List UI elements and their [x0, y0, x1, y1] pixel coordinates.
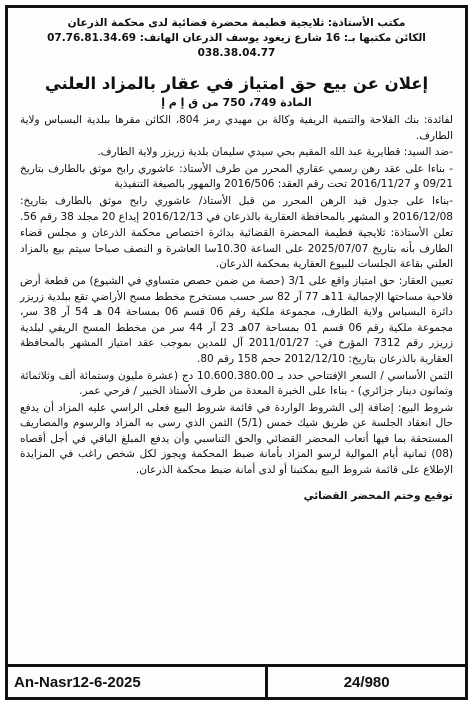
defendant-paragraph: -ضد السيد: قطايرية عبد الله المقيم بحي سيدي سليمان بلدية زريزر ولاية الطارف. — [97, 146, 453, 159]
office-name: مكتب الأستاذة: ثلايجية فطيمة محضرة قضائية لدى محكمة الذرعان — [67, 17, 406, 29]
beneficiary-paragraph: لفائدة: بنك الفلاحة والتنمية الريفية وكالة بن مهيدي رمز 804، الكائن مقرها ببلدية البسباس ولاية الطارف. — [20, 114, 453, 142]
announcement-title: إعلان عن بيع حق امتياز في عقار بالمزاد العلني — [44, 74, 429, 93]
auction-notice-paragraph: تعلن الأستاذة: ثلايجية فطيمة المحضرة القضائية بدائرة اختصاص محكمة الذرعان و مجلس قضاء الطارف بأنه بتاريخ 2025/07/07 على الساعة 10.30سا العاشرة و النصف صباحا سيتم بيع بالمزاد العلني بقاعة الجلسات للبيوع العقارية بمحكمة الذرعان. — [20, 227, 453, 271]
property-description-paragraph: تعيين العقار: حق امتياز واقع على 3/1 (حصة من ضمن حصص متساوي في الشيوع) من قطعة أرض فلاحية مساحتها الإجمالية 11هـ 77 آر 82 سر حسب مستخرج مخطط مسح الأراضي تقع ببلدية زريزر دائرة البسباس ولاية الطارف، مجموعة ملكية رقم 06 قسم 06 بمساحة 04 هـ 54 آر 38 سر، مجموعة ملكية رقم 06 قسم 01 بمساحة 07هـ 23 آر 44 سر من مخطط المسح الريفي لبلدية زريزر رقم 7312 المؤرخ في: 2011/01/27 آل للمدين بموجب عقد امتياز المشهر بالمحافظة العقارية بالذرعان بتاريخ: 2012/12/10 حجم 158 رقم 80. — [20, 274, 454, 365]
mortgage-deed-paragraph: - بناءا على عقد رهن رسمي عقاري المحرر من طرف الأستاذ: عاشوري رابح موثق بالطارف بتاريخ 09/21 و 2016/11/27 تحت رقم العقد: 2016/506 والمهور بالصيغة التنفيذية — [20, 162, 453, 191]
office-address: الكائن مكتبها بـ: 16 شارع زيغود يوسف الذرعان الهاتف: 07.76.81.34.69 — [47, 32, 426, 44]
announcement-number: 24/980 — [343, 673, 390, 691]
bailiff-office-header — [20, 16, 453, 61]
publication-footer — [8, 664, 465, 697]
publication-id: An-Nasr12-6-2025 — [14, 673, 141, 691]
announcement-frame — [5, 5, 468, 700]
mortgage-register-paragraph: -بناءا على جدول قيد الرهن المحرر من قبل الأستاذ/ عاشوري رابح موثق بالطارف بتاريخ: 2016/12/08 و المشهر بالمحافظة العقارية بالذرعان في 2016/12/13 إيداع 20 مجلد 38 رقم 56. — [19, 194, 453, 223]
signature-line: توقيع وختم المحضر القضائي — [303, 489, 453, 502]
announcement-body — [20, 113, 453, 479]
legal-reference: المادة 749، 750 من ق إ م إ — [161, 96, 312, 109]
office-fax: 038.38.04.77 — [197, 47, 276, 59]
sale-conditions-paragraph: شروط البيع: إضافة إلى الشروط الواردة في قائمة شروط البيع فعلى الراسي عليه المزاد أن يدفع حال انعقاد الجلسة عن طريق شيك خمس (5/1) الثمن الذي رسى به المزاد والرسوم والمصاريف المستحقة بما فيها أتعاب المحضر القضائي والحق التناسبي وأن يدفع المبلغ الباقي في أجل أقصاه (08) ثمانية أيام الموالية لرسو المزاد بأمانة ضبط المحكمة ويجوز لكل شخص راغب في المزايدة الإطلاع على قائمة شروط البيع بمكتبنا أو لدى أمانة ضبط محكمة الذرعان. — [20, 401, 453, 477]
starting-price-paragraph: الثمن الأساسي / السعر الإفتتاحي حدد بـ 10.600.380.00 دج (عشرة مليون وستمائة ألف وثلاثمائة وثمانون دينار جزائري) - بناءا على الخبرة المعدة من طرف الأستاذ الخبير / فرحي عمر. — [20, 369, 453, 398]
